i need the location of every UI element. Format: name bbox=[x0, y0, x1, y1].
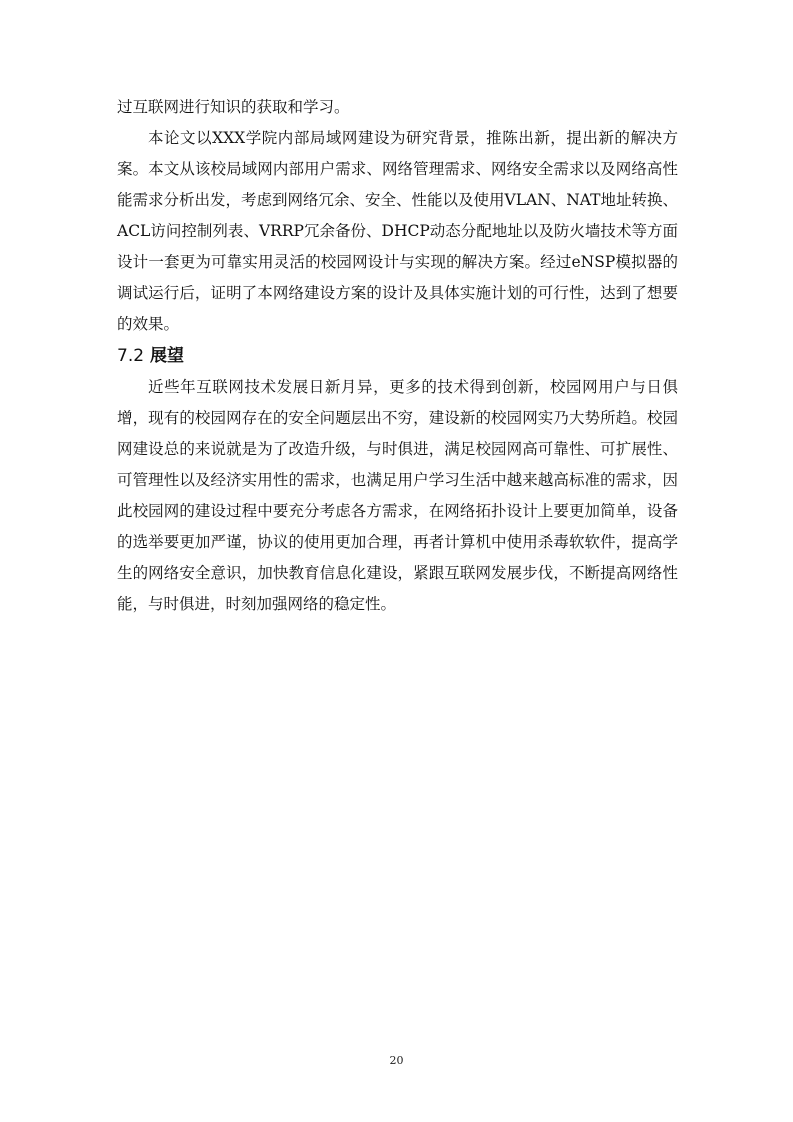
section-title: 展望 bbox=[150, 346, 185, 366]
paragraph-continuation: 过互联网进行知识的获取和学习。 bbox=[117, 98, 350, 116]
paragraph-summary: 本论文以XXX学院内部局域网建设为研究背景，推陈出新，提出新的解决方案。本文从该校局域网内部用户需求、网络管理需求、网络安全需求以及网络高性能需求分析出发，考虑到网络冗余、安全、性能以及使用VLAN、NAT地址转换、ACL访问控制列表、VRRP冗余备份、DHCP动态分配地址以及防火墙技术等方面设计一套更为可靠实用灵活的校园网设计与实现的解决方案。经过eNSP模拟器的调试运行后，证明了本网络建设方案的设计及具体实施计划的可行性，达到了想要的效果。 bbox=[117, 129, 678, 333]
section-heading bbox=[117, 340, 678, 372]
paragraph-outlook: 近些年互联网技术发展日新月异，更多的技术得到创新，校园网用户与日俱增，现有的校园网存在的安全问题层出不穷，建设新的校园网实乃大势所趋。校园网建设总的来说就是为了改造升级，与时俱进，满足校园网高可靠性、可扩展性、可管理性以及经济实用性的需求，也满足用户学习生活中越来越高标准的需求，因此校园网的建设过程中要充分考虑各方需求，在网络拓扑设计上要更加简单，设备的选举要更加严谨，协议的使用更加合理，再者计算机中使用杀毒软软件，提高学生的网络安全意识，加快教育信息化建设，紧跟互联网发展步伐，不断提高网络性能，与时俱进，时刻加强网络的稳定性。 bbox=[117, 378, 678, 613]
section-number: 7.2 bbox=[117, 346, 145, 366]
page-number: 20 bbox=[389, 1054, 404, 1067]
page-body bbox=[117, 92, 678, 620]
